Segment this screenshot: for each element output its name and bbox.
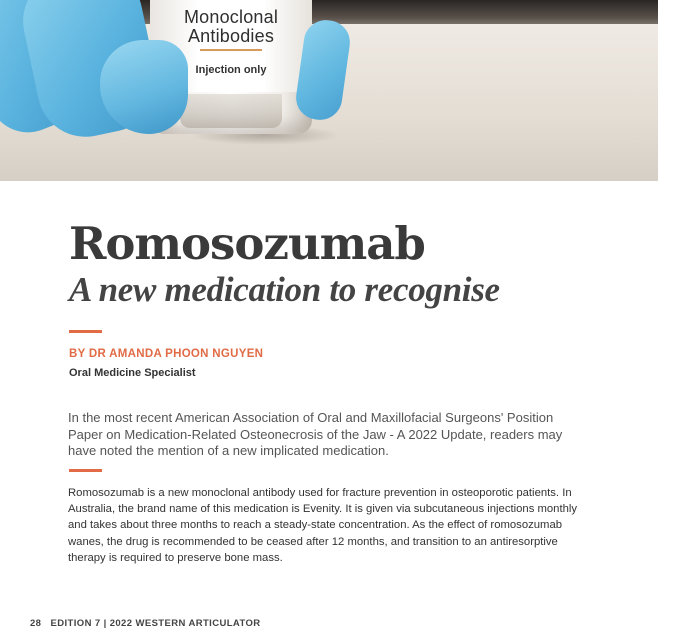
vial-brand-text: Monoclonal Antibodies	[183, 7, 279, 46]
hero-photo	[0, 0, 658, 181]
body-paragraph: Romosozumab is a new monoclonal antibody used for fracture prevention in osteoporotic patients. In Australia, the brand name of this medication is Evenity. It is given via subcutaneous injections monthly and takes about three months to reach a steady-state concentration. As the effect of romosozumab wanes, the drug is recommended to be ceased after 12 months, and transition to an antiresorptive therapy is required to preserve bone mass.	[68, 487, 578, 564]
page-footer	[30, 618, 261, 629]
article-subtitle: A new medication to recognise	[69, 270, 500, 309]
author-byline: BY DR AMANDA PHOON NGUYEN	[69, 348, 264, 360]
publication-name: EDITION 7 | 2022 WESTERN ARTICULATOR	[50, 618, 261, 629]
accent-divider	[69, 330, 102, 333]
vial-label-rule	[200, 49, 262, 51]
intro-paragraph: In the most recent American Association of Oral and Maxillofacial Surgeons' Position Paper on Medication-Related Osteonecrosis of the Jaw - A 2022 Update, readers may have noted the mention of a new implicated medication.	[68, 410, 563, 458]
vial-glass-base	[180, 94, 282, 128]
page-number: 28	[30, 618, 42, 629]
accent-divider	[69, 469, 102, 472]
article-title: Romosozumab	[69, 217, 425, 270]
vial-note-text: Injection only	[195, 64, 267, 76]
author-role: Oral Medicine Specialist	[69, 367, 196, 379]
